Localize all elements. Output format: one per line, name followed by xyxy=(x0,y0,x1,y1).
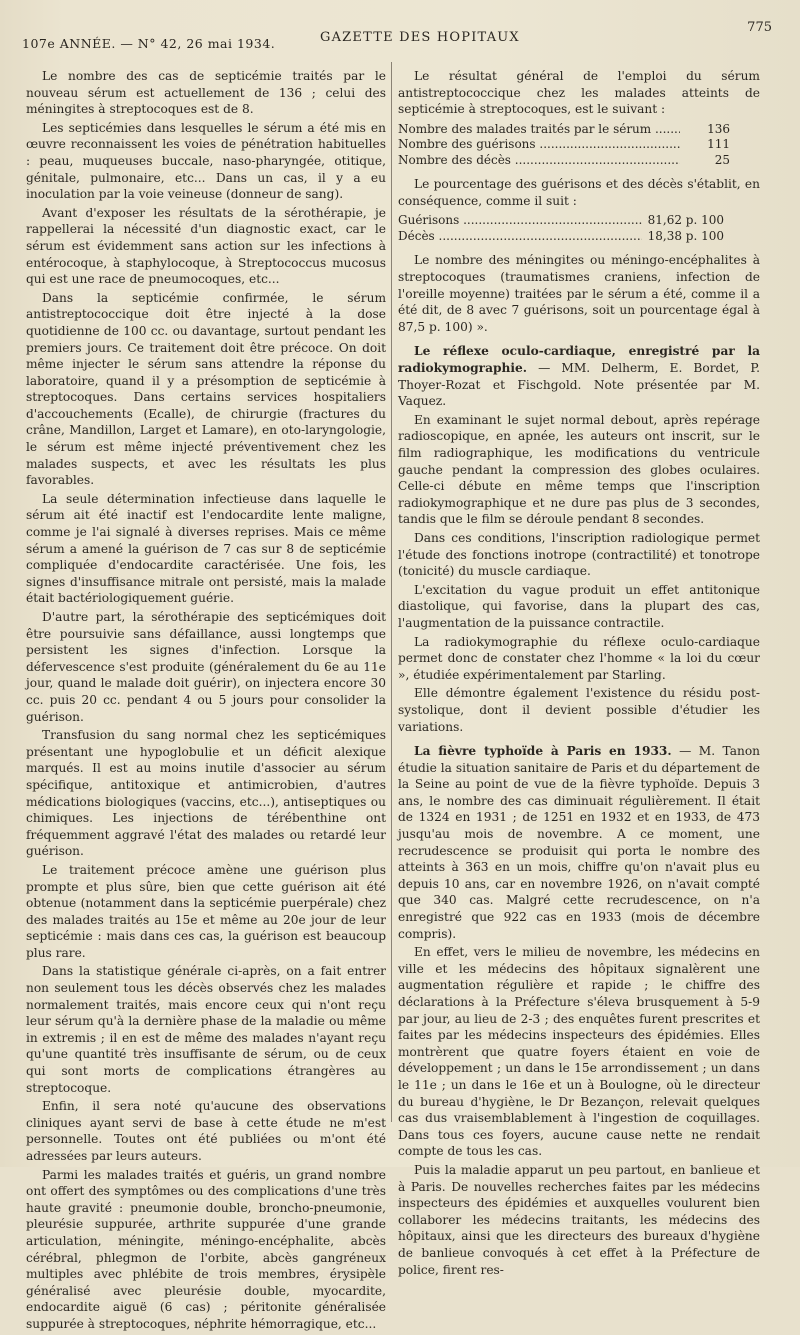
stat-label: Nombre des guérisons ..... xyxy=(398,137,680,153)
percentage-intro: Le pourcentage des guérisons et des décès s'établit, en conséquence, comme il suit : xyxy=(398,177,760,208)
paragraph: Parmi les malades traités et guéris, un grand nombre ont offert des symptômes ou des complications d'une très haute gravité : pneumonie double, broncho-pneumonie, pleurésie suppurée, arthrite suppurée d'une grande articulation, méningite, méningo-encéphalite, abcès cérébral, phlegmon de l'orbite, abcès gangréneux multiples avec phlébite de trois membres, érysipèle généralisé avec pleurésie double, myocardite, endocardite aiguë (6 cas) ; péritonite généralisée suppurée à streptocoques, néphrite hémorragique, etc... xyxy=(26,1167,386,1331)
stat-value: 136 xyxy=(707,121,730,136)
stat-row xyxy=(398,137,760,153)
pct-label: Décès ..... xyxy=(398,229,642,245)
typhoid-article-lead xyxy=(398,743,760,942)
reflex-article-lead xyxy=(398,343,760,409)
typhoid-article-text: — M. Tanon étudie la situation sanitaire de Paris et du département de la Seine au point de vue de la fièvre typhoïde. Depuis 3 ans, le nombre des cas diminuait régulièrement. Il était de 1324 en 1931 ; de 1251 en 1932 et en 1933, de 473 jusqu'au mois de novembre. A ce moment, une recrudescence se produisit qui porta le nombre des atteints à 363 en un mois, chiffre qu'on n'avait plus eu depuis 10 ans, car en novembre 1926, on n'avait compté que 340 cas. Malgré cette recrudescence, on n'a enregistré que 922 cas en 1933 (mois de décembre compris). xyxy=(398,744,761,941)
page-number: 775 xyxy=(747,20,772,35)
paragraph: En examinant le sujet normal debout, après repérage radioscopique, en apnée, les auteurs ont inscrit, sur le film radiographique, les modifications du ventricule gauche pendant la compression des globes oculaires. Celle-ci débute en même temps que l'inscription radiokymographique et ne dure pas plus de 3 secondes, tandis que le film se déroule pendant 8 secondes. xyxy=(398,412,760,527)
stat-row xyxy=(398,122,760,138)
column-divider xyxy=(391,62,392,1122)
percentage-table xyxy=(398,213,760,244)
paragraph: Le nombre des cas de septicémie traités par le nouveau sérum est actuellement de 136 ; celui des méningites à streptocoques est de 8. xyxy=(26,69,386,117)
paragraph: Elle démontre également l'existence du résidu post-systolique, dont il devient possible d'étudier les variations. xyxy=(398,686,760,734)
paragraph: En effet, vers le milieu de novembre, les médecins en ville et les médecins des hôpitaux signalèrent une augmentation régulière et rapide ; le chiffre des déclarations à la Préfecture s'éleva brusquement à 5-9 par jour, au lieu de 2-3 ; des enquêtes furent prescrites et faites par les médecins inspecteurs des épidémies. Elles montrèrent que quatre foyers étaient en voie de développement ; un dans le 15e arrondissement ; un dans le 11e ; un dans le 16e et un à Boulogne, où le directeur du bureau d'hygiène, le Dr Bezançon, relevait quelques cas dus vraisemblablement à l'ingestion de coquillages. Dans tous ces foyers, aucune cause nette ne rendait compte de tous les cas. xyxy=(398,945,760,1159)
paragraph: Enfin, il sera noté qu'aucune des observations cliniques ayant servi de base à cette étude ne m'est personnelle. Toutes ont été publiées ou m'ont été adressées par leurs auteurs. xyxy=(26,1099,386,1163)
paragraph: Dans ces conditions, l'inscription radiologique permet l'étude des fonctions inotrope (contractilité) et tonotrope (tonicité) du muscle cardiaque. xyxy=(398,530,760,579)
paragraph: La radiokymographie du réflexe oculo-cardiaque permet donc de constater chez l'homme « la loi du cœur », étudiée expérimentalement par Starling. xyxy=(398,634,760,682)
paragraph: L'excitation du vague produit un effet antitonique diastolique, qui favorise, dans la plupart des cas, l'augmentation de la puissance contractile. xyxy=(398,582,760,630)
paragraph: Puis la maladie apparut un peu partout, en banlieue et à Paris. De nouvelles recherches faites par les médecins inspecteurs des épidémies et auxquelles voulurent bien collaborer les médecins traitants, les médecins des hôpitaux, ainsi que les directeurs des bureaux d'hygiène de banlieue convoqués à cet effet à la Préfecture de police, firent res- xyxy=(398,1162,760,1277)
stat-label: Nombre des malades traités par le sérum ..... xyxy=(398,122,680,138)
reflex-article-title: Le réflexe oculo-cardiaque, enregistré par la radiokymographie. xyxy=(398,344,760,376)
paragraph: D'autre part, la sérothérapie des septicémiques doit être poursuivie sans défaillance, aussi longtemps que persistent les signes d'infection. Lorsque la défervescence s'est produite (généralement du 6e au 11e jour, quand le malade doit guérir), on injectera encore 30 cc. puis 20 cc. pendant 4 ou 5 jours pour consolider la guérison. xyxy=(26,610,386,724)
results-intro: Le résultat général de l'emploi du sérum antistreptococcique chez les malades atteints de septicémie à streptocoques, est le suivant : xyxy=(398,69,760,117)
results-table xyxy=(398,122,760,169)
pct-value: 18,38 p. 100 xyxy=(647,228,724,243)
pct-value: 81,62 p. 100 xyxy=(647,213,724,228)
pct-row xyxy=(398,213,760,229)
meningitis-paragraph: Le nombre des méningites ou méningo-encéphalites à streptocoques (traumatismes craniens, infection de l'oreille moyenne) traitées par le sérum a été, comme il a été dit, de 8 avec 7 guérisons, soit un pourcentage égal à 87,5 p. 100) ». xyxy=(398,253,760,334)
paragraph: Transfusion du sang normal chez les septicémiques présentant une hypoglobulie et un déficit alexique marqués. Il est au moins inutile d'associer au sérum spécifique, antitoxique et antimicrobien, d'autres médications biologiques (vaccins, etc...), antiseptiques ou chimiques. Les injections de térébenthine ont fréquemment aggravé l'état des malades ou retardé leur guérison. xyxy=(26,728,386,859)
reflex-article-authors: — MM. Delherm, E. Bordet, P. Thoyer-Rozat et Fischgold. Note présentée par M. Vaquez. xyxy=(398,361,760,409)
paragraph: Dans la septicémie confirmée, le sérum antistreptococcique doit être injecté à la dose quotidienne de 100 cc. ou davantage, surtout pendant les premiers jours. Ce traitement doit être précoce. On doit même injecter le sérum sans attendre la réponse du laboratoire, quand il y a présomption de septicémie à streptocoques. Dans certains services hospitaliers d'accouchements (Ecalle), de chirurgie (fractures du crâne, Mandillon, Larget et Lamare), en oto-laryngologie, le sérum est même injecté préventivement chez les malades suspects, et avec les résultats les plus favorables. xyxy=(26,290,386,488)
paragraph: Le traitement précoce amène une guérison plus prompte et plus sûre, bien que cette guérison ait été obtenue (notamment dans la septicémie puerpérale) chez des malades traités au 15e et même au 20e jour de leur septicémie : mais dans ces cas, la guérison est beaucoup plus rare. xyxy=(26,862,386,960)
issue-info: 107e ANNÉE. — N° 42, 26 mai 1934. xyxy=(22,36,276,51)
pct-label: Guérisons ..... xyxy=(398,213,642,229)
pct-row xyxy=(398,229,760,245)
paragraph: Les septicémies dans lesquelles le sérum a été mis en œuvre reconnaissent les voies de pénétration habituelles : peau, muqueuses buccale, naso-pharyngée, otitique, génitale, pulmonaire, etc... Dans un cas, il y a eu inoculation par la voie veineuse (donneur de sang). xyxy=(26,120,386,202)
journal-title: GAZETTE DES HOPITAUX xyxy=(320,30,520,45)
stat-label: Nombre des décès ..... xyxy=(398,153,680,169)
left-column xyxy=(26,68,386,1335)
paragraph: La seule détermination infectieuse dans laquelle le sérum ait été inactif est l'endocardite lente maligne, comme je l'ai signalé à diverses reprises. Mais ce même sérum a amené la guérison de 7 cas sur 8 de septicémie compliquée d'endocardite caractérisée. Une fois, les signes d'insuffisance mitrale ont persisté, mais la malade était bactériologiquement guérie. xyxy=(26,491,386,606)
stat-value: 111 xyxy=(707,137,730,152)
paragraph: Avant d'exposer les résultats de la sérothérapie, je rappellerai la nécessité d'un diagnostic exact, car le sérum est évidemment sans action sur les infections à entérocoque, à staphylocoque, à Streptococcus mucosus qui est une race de pneumocoques, etc... xyxy=(26,205,386,287)
stat-value: 25 xyxy=(714,152,730,167)
page-header xyxy=(22,22,780,56)
paragraph: Dans la statistique générale ci-après, on a fait entrer non seulement tous les décès observés chez les malades normalement traités, mais encore ceux qui n'ont reçu leur sérum qu'à la dernière phase de la maladie ou même in extremis ; il en est de même des malades n'ayant reçu qu'une quantité très insuffisante de sérum, ou de ceux qui sont morts de complications étrangères au streptocoque. xyxy=(26,964,386,1095)
typhoid-article-title: La fièvre typhoïde à Paris en 1933. xyxy=(414,744,672,759)
right-column xyxy=(398,68,760,1280)
stat-row xyxy=(398,153,760,169)
